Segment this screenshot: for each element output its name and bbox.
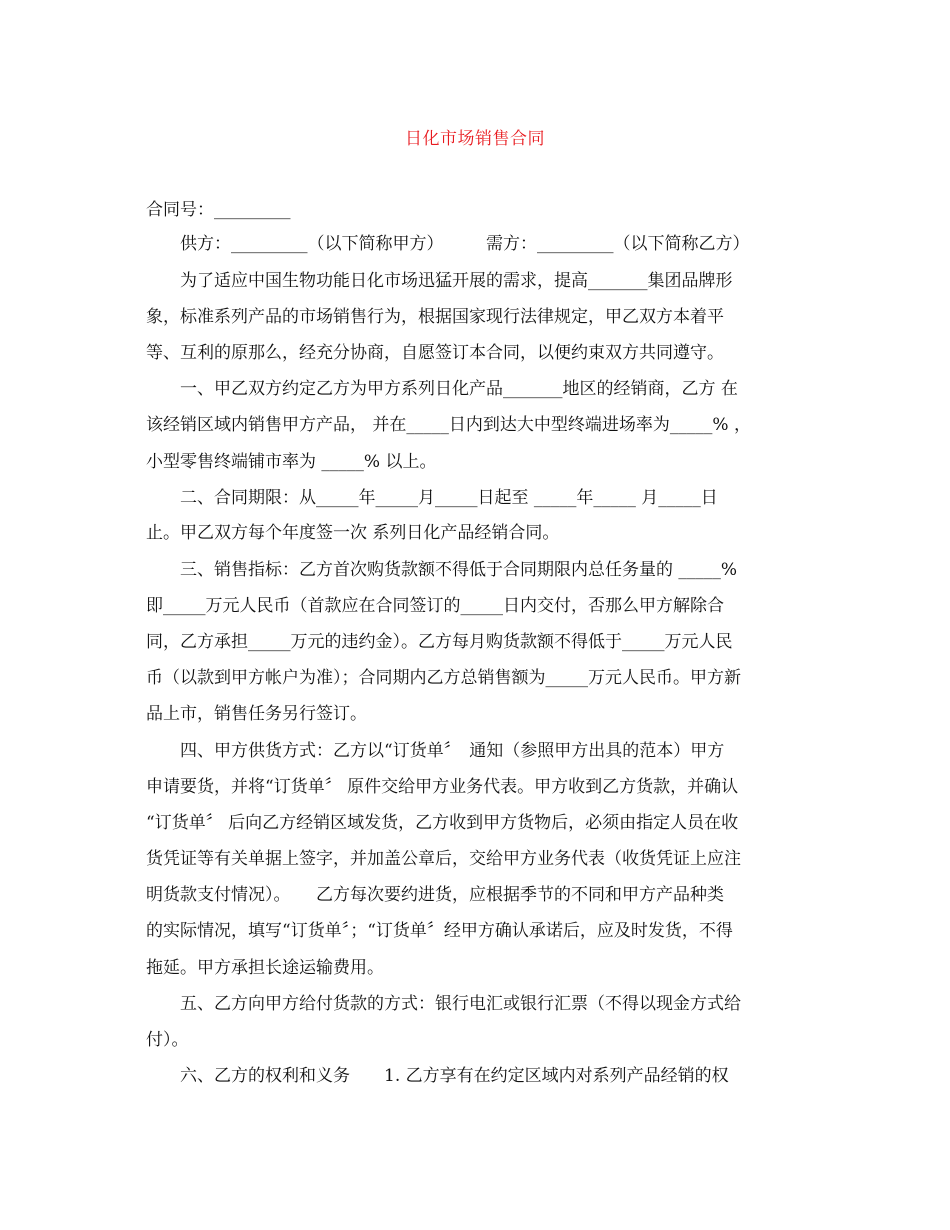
clause-3-line-4: 币（以款到甲方帐户为准）；合同期内乙方总销售额为_____万元人民币。甲方新: [146, 668, 741, 688]
clause-1-line-1: 一、甲乙双方约定乙方为甲方系列日化产品_______地区的经销商，乙方 在: [146, 379, 738, 399]
preamble-line-3: 等、互利的原那么，经充分协商，自愿签订本合同，以便约束双方共同遵守。: [146, 343, 724, 363]
clause-3-line-5: 品上市，销售任务另行签订。: [146, 704, 367, 724]
parties-line: 供方：_________（以下简称甲方） 需方：_________（以下简称乙方）: [146, 234, 750, 254]
clause-2-line-1: 二、合同期限：从_____年_____月_____日起至 _____年_____ 月_____日: [146, 488, 718, 508]
clause-4-line-6: 的实际情况，填写“订货单〞；“订货单〞经甲方确认承诺后，应及时发货，不得: [146, 921, 733, 941]
clause-3-line-3: 同，乙方承担_____万元的违约金）。乙方每月购货款额不得低于_____万元人民: [146, 632, 733, 652]
clause-5-line-2: 付）。: [146, 1030, 189, 1050]
clause-1-line-3: 小型零售终端铺市率为 _____% 以上。: [146, 452, 437, 472]
clause-4-line-4: 货凭证等有关单据上签字，并加盖公章后，交给甲方业务代表（收货凭证上应注: [146, 849, 741, 869]
preamble-line-1: 为了适应中国生物功能日化市场迅猛开展的需求，提高_______集团品牌形: [146, 271, 733, 291]
clause-4-line-1: 四、甲方供货方式：乙方以“订货单〞 通知（参照甲方出具的范本）甲方: [146, 741, 725, 761]
clause-2-line-2: 止。甲乙双方每个年度签一次 系列日化产品经销合同。: [146, 523, 560, 543]
clause-6-line-1: 六、乙方的权利和义务 1. 乙方享有在约定区域内对系列产品经销的权: [146, 1066, 729, 1086]
clause-4-line-5: 明货款支付情况）。 乙方每次要约进货，应根据季节的不同和甲方产品种类: [146, 885, 724, 905]
clause-3-line-1: 三、销售指标：乙方首次购货款额不得低于合同期限内总任务量的 _____%: [146, 560, 738, 580]
clause-4-line-3: “订货单〞 后向乙方经销区域发货，乙方收到甲方货物后，必须由指定人员在收: [146, 813, 739, 833]
document-title: 日化市场销售合同: [405, 129, 545, 149]
preamble-line-2: 象，标准系列产品的市场销售行为，根据国家现行法律规定，甲乙双方本着平: [146, 307, 724, 327]
clause-4-line-2: 申请要货，并将“订货单〞 原件交给甲方业务代表。甲方收到乙方货款，并确认: [146, 777, 739, 797]
clause-3-line-2: 即_____万元人民币（首款应在合同签订的_____日内交付，否那么甲方解除合: [146, 596, 724, 616]
clause-1-line-2: 该经销区域内销售甲方产品， 并在_____日内到达大中型终端进场率为_____% ，: [146, 415, 751, 435]
clause-4-line-7: 拖延。甲方承担长途运输费用。: [146, 958, 384, 978]
contract-number-line: 合同号：_________: [146, 200, 291, 220]
clause-5-line-1: 五、乙方向甲方给付货款的方式：银行电汇或银行汇票（不得以现金方式给: [146, 994, 741, 1014]
